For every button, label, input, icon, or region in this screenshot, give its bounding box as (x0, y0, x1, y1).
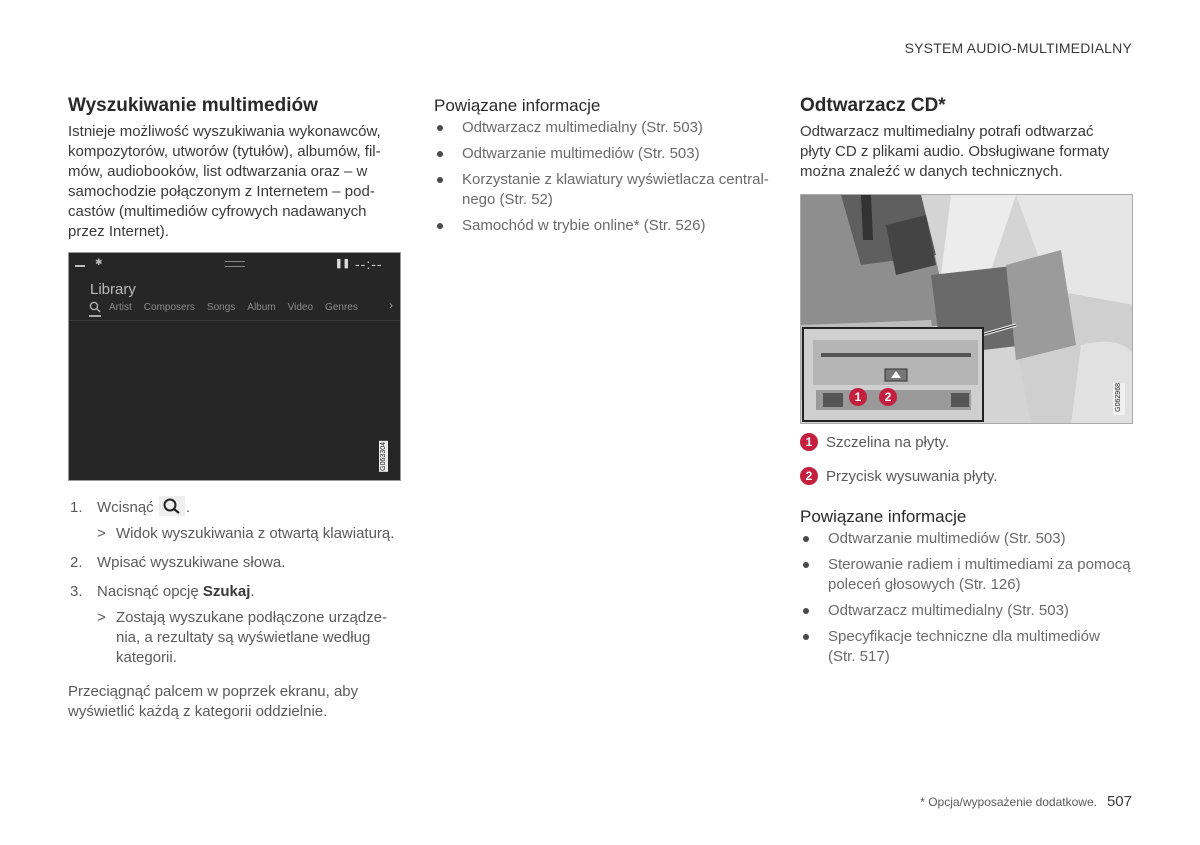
related-list (434, 118, 774, 236)
tab-artist: Artist (109, 301, 132, 313)
drag-handle-icon (225, 261, 245, 267)
section-related-2 (800, 507, 1140, 673)
heading-cd: Odtwarzacz CD* (800, 95, 946, 116)
search-icon (89, 301, 101, 313)
step-text: Wcisnąć (97, 499, 154, 516)
footer (920, 793, 1132, 810)
divider (69, 320, 400, 321)
heading-related: Powiązane informacje (800, 507, 967, 526)
step-result-text: kategorii. (116, 649, 177, 667)
legend-item-1 (800, 433, 949, 453)
step-punct: . (250, 583, 255, 601)
intro-line: samochodzie połączonym z Internetem – pod- (68, 183, 375, 200)
library-screen-image (68, 252, 401, 481)
heading-related: Powiązane informacje (434, 96, 601, 115)
intro-line: płyty CD z plikami audio. Obsługiwane formaty (800, 143, 1110, 160)
clock: --:-- (355, 256, 383, 272)
intro-search (68, 122, 403, 242)
intro-line: castów (multimediów cyfrowych nadawanych (68, 203, 367, 220)
chevron-right-icon: › (389, 298, 393, 312)
footnote: * Opcja/wyposażenie dodatkowe. (920, 795, 1097, 809)
section-cd (800, 95, 1140, 182)
library-tabs (89, 299, 370, 315)
section-related-1 (434, 96, 774, 242)
image-code: G063304 (380, 442, 387, 471)
callout-2: 2 (879, 388, 897, 406)
intro-line: można znaleźć w danych technicznych. (800, 163, 1063, 180)
tab-genres: Genres (325, 301, 358, 313)
step-2 (68, 553, 403, 573)
step-text: Nacisnąć opcję (97, 583, 199, 601)
tab-songs: Songs (206, 301, 236, 313)
pause-icon: ❚❚ (335, 258, 351, 268)
status-bar (69, 253, 400, 277)
cd-player-photo (800, 194, 1133, 424)
related-link[interactable]: Korzystanie z klawiatury wyświetlacza central- nego (Str. 52) (434, 170, 774, 210)
intro-line: kompozytorów, utworów (tytułów), albumów, fil- (68, 143, 381, 160)
step-result-text: Zostają wyszukane podłączone urządze- (116, 609, 387, 627)
intro-cd (800, 122, 1140, 182)
closing-line: wyświetlić każdą z kategorii oddzielnie. (68, 703, 328, 721)
step-number: 2. (70, 554, 83, 572)
intro-line: Odtwarzacz multimedialny potrafi odtwarzać (800, 123, 1094, 140)
legend-text: Przycisk wysuwania płyty. (826, 468, 998, 485)
intro-line: mów, audiobooków, list odtwarzania oraz – w (68, 163, 368, 180)
section-search (68, 95, 403, 242)
legend-item-2 (800, 467, 997, 487)
tab-composers: Composers (143, 301, 195, 313)
callout-badge: 2 (800, 467, 818, 485)
tab-album: Album (247, 301, 276, 313)
search-icon (159, 496, 185, 516)
related-link[interactable]: Specyfikacje techniczne dla multimediów (Str. 517) (800, 627, 1140, 667)
callout-1: 1 (849, 388, 867, 406)
heading-search: Wyszukiwanie multimediów (68, 95, 318, 116)
legend-text: Szczelina na płyty. (826, 434, 950, 451)
step-option-label: Szukaj (202, 583, 251, 601)
active-tab-indicator (89, 315, 101, 317)
closing-text (68, 682, 403, 722)
library-title: Library (90, 281, 136, 298)
step-text: Wpisać wyszukiwane słowa. (97, 554, 286, 572)
related-link[interactable]: Samochód w trybie online* (Str. 526) (434, 216, 774, 236)
step-1 (68, 498, 403, 544)
step-result-text: nia, a rezultaty są wyświetlane według (116, 629, 371, 647)
step-number: 1. (70, 499, 83, 516)
intro-line: Istnieje możliwość wyszukiwania wykonawców, (68, 123, 381, 140)
step-punct: . (185, 499, 191, 516)
signal-icon (75, 265, 85, 267)
related-link[interactable]: Sterowanie radiem i multimediami za pomocą poleceń głosowych (Str. 126) (800, 555, 1140, 595)
bluetooth-icon: ✱ (95, 257, 103, 267)
running-header: SYSTEM AUDIO-MULTIMEDIALNY (904, 40, 1132, 56)
related-list (800, 529, 1140, 667)
step-result: > Zostają wyszukane podłączone urządze- nia, a rezultaty są wyświetlane według kategorii. (97, 609, 387, 667)
page-number: 507 (1106, 793, 1132, 810)
step-3 (68, 582, 403, 668)
callout-badge: 1 (800, 433, 818, 451)
related-link[interactable]: Odtwarzanie multimediów (Str. 503) (434, 144, 774, 164)
tab-video: Video (287, 301, 314, 313)
closing-line: Przeciągnąć palcem w poprzek ekranu, aby (68, 683, 359, 701)
intro-line: przez Internet). (68, 223, 169, 240)
related-link[interactable]: Odtwarzacz multimedialny (Str. 503) (434, 118, 774, 138)
step-result-text: Widok wyszukiwania z otwartą klawiaturą. (116, 525, 395, 543)
step-result: > Widok wyszukiwania z otwartą klawiaturą. (97, 525, 395, 543)
related-link[interactable]: Odtwarzanie multimediów (Str. 503) (800, 529, 1140, 549)
step-number: 3. (70, 583, 83, 601)
steps-list (68, 498, 403, 722)
image-code: G062968 (1115, 383, 1122, 412)
related-link[interactable]: Odtwarzacz multimedialny (Str. 503) (800, 601, 1140, 621)
